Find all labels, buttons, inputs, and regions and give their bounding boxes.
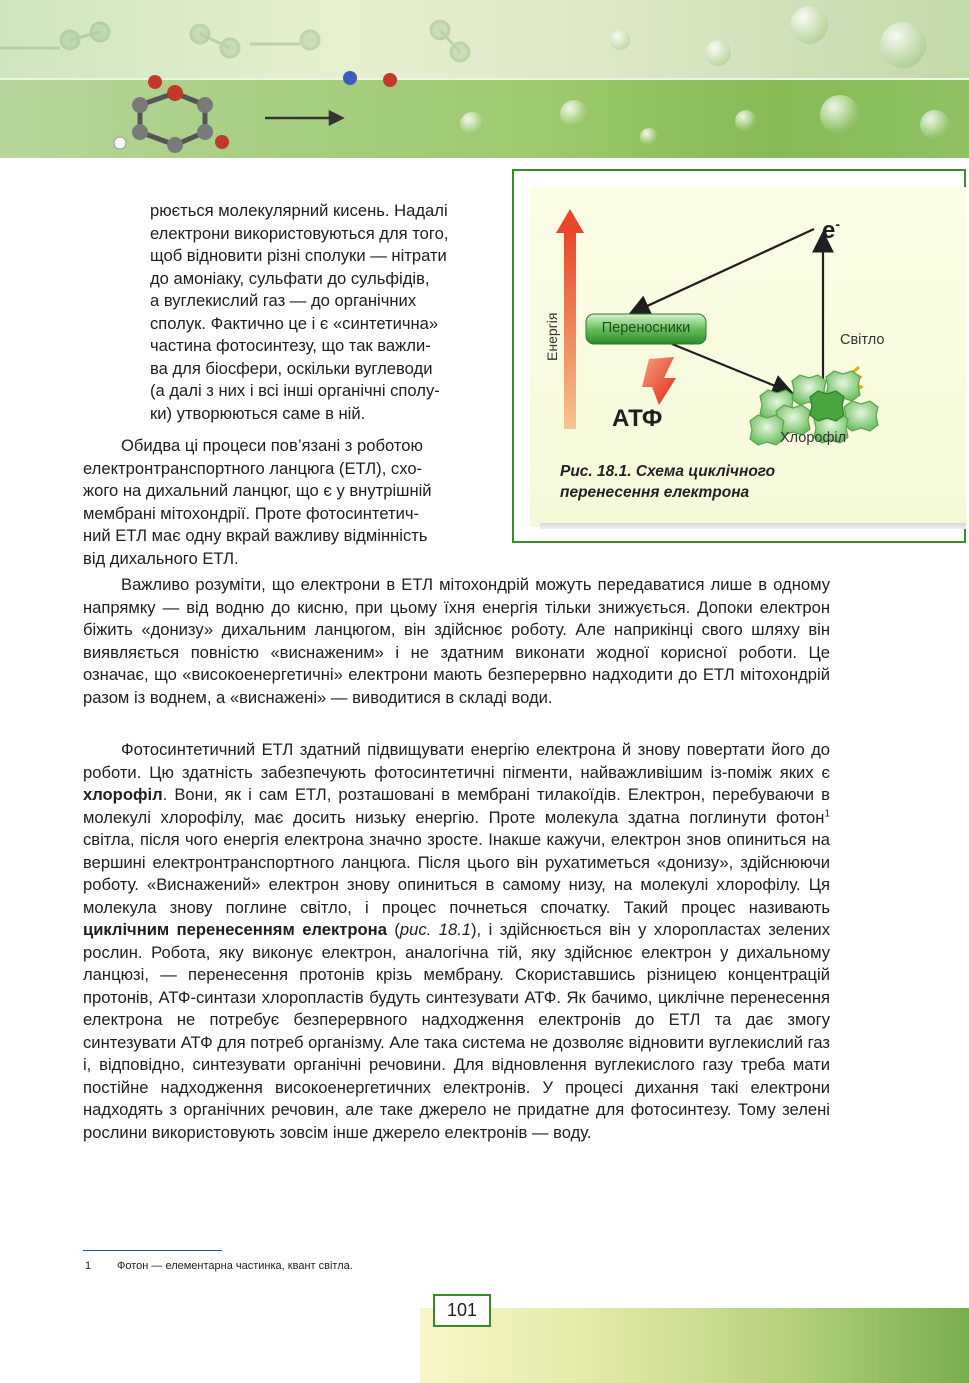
text-line: жого на дихальний ланцюг, що є у внутрішній xyxy=(83,481,432,500)
cyclic-transfer-diagram xyxy=(514,171,963,471)
figure-cyclic-electron-transfer xyxy=(512,169,966,543)
text-line: (а далі з них і всі інші органічні сполу- xyxy=(150,381,440,400)
text-line: а вуглекислий газ — до органічних xyxy=(150,291,417,310)
electron-label: e- xyxy=(822,216,841,244)
text-line: до амоніаку, сульфати до сульфідів, xyxy=(150,268,430,288)
text-line: ва для біосфери, оскільки вуглеводи xyxy=(150,358,433,378)
figure-reference: рис. 18.1 xyxy=(399,920,472,939)
text-line: електронтранспортного ланцюга (ЕТЛ), схо- xyxy=(83,458,423,478)
energy-axis-label: Енергія xyxy=(544,312,560,361)
footnote-divider xyxy=(83,1250,222,1251)
chlorophyll-label: Хлорофіл xyxy=(780,430,847,446)
carriers-label: Переносники xyxy=(601,320,691,336)
footer-band xyxy=(420,1308,969,1383)
text-line: рюється молекулярний кисень. Надалі xyxy=(150,201,448,220)
light-label: Світло xyxy=(840,332,885,348)
footnote-text: Фотон — елементарна частинка, квант світла. xyxy=(117,1260,353,1272)
text-line: щоб відновити різні сполуки — нітрати xyxy=(150,246,447,265)
electron-to-carriers-arrow xyxy=(632,229,814,313)
active-chlorophyll-icon xyxy=(810,391,844,421)
paragraph-photosynthetic-etl: Фотосинтетичний ЕТЛ здатний підвищувати енергію електрона й знову повертати його до роботи. Цю здатність забезпечують фотосинтетичні пігменти, найважливішим із-поміж яких є хлорофіл. Вони, як і сам ЕТЛ, розташовані в мембрані тилакоїдів. Електрон, перебуваючи в молекулі хлорофілу, має досить низьку енергію. Проте молекула здатна поглинути фотон$^1$ світла, після чого енергія електрона значно зросте. Інакше кажучи, електрон знов опиниться на вершині електронтранспортного ланцюга. Після цього він рухатиметься «донизу», здійснюючи роботу. «Виснажений» електрон знову опиниться в самому низу, на молекулі хлорофілу. Ця молекула знову поглине світло, і процес почнеться спочатку. Такий процес називають циклічним перенесенням електрона (рис. 18.1), і здійснюється він у хлоропластах зелених рослин. Робота, яку виконує електрон, аналогічна тій, яку здійснює електрон у дихальному ланцюзі, — перенесення протонів крізь мембрану. Скориставшись різницею концентрацій протонів, АТФ-синтази хлоропластів будуть синтезувати АТФ. Як бачимо, циклічне перенесення електрона не потребує безперервного надходження електронів до ЕТЛ та дає змогу синтезувати АТФ для потреб організму. Але така система не дозволяє відновити вуглекислий газ і, відповідно, синтезувати органічні речовини. Для відновлення вуглекислого газу треба мати постійне надходження високоенергетичних електронів. У процесі дихання такі електрони надходять з органічних речовин, але таке джерело не придатне для фотосинтезу. Тому зелені рослини використовують зовсім інше джерело електронів — воду. xyxy=(83,740,830,1142)
text-line: ний ЕТЛ має одну вкрай важливу відмінність xyxy=(83,526,428,545)
text-line: ки) утворюються саме в ній. xyxy=(150,403,366,423)
text-line: Обидва ці процеси пов’язані з роботою xyxy=(121,436,423,455)
header-banner xyxy=(0,0,969,158)
text-line: частина фотосинтезу, що так важли- xyxy=(150,336,431,355)
footnote-ref: 1 xyxy=(824,807,830,819)
term-chlorophyll: хлорофіл xyxy=(83,785,163,804)
paragraph-mitochondria-etl: Важливо розуміти, що електрони в ЕТЛ мітохондрій можуть передаватися лише в одному напрямку — від водню до кисню, при цьому їхня енергія тільки знижується. Допоки електрон біжить «донизу» дихальним ланцюгом, він здійснює роботу. Але наприкінці свого шляху він виявляється повністю «виснаженим» і не здатним виконати жодної корисної роботи. Це означає, що «високоенергетичні» електрони мають безперервно надходити до ЕТЛ мітохондрій разом із воднем, а «виснажені» — виводитися в складі води. xyxy=(83,575,830,707)
text-line: сполук. Фактично це і є «синтетична» xyxy=(150,313,439,333)
text-line: електрони використовуються для того, xyxy=(150,223,449,243)
footnote-number: 1 xyxy=(85,1260,92,1272)
carriers-to-chlorophyll-arrow xyxy=(672,344,790,392)
atp-label: АТФ xyxy=(612,405,663,432)
energy-axis-arrow xyxy=(556,209,584,429)
text-line: від дихального ЕТЛ. xyxy=(83,548,239,568)
page-number: 101 xyxy=(433,1294,491,1327)
text-line: мембрані мітохондрії. Проте фотосинтетич- xyxy=(83,503,420,523)
footnote xyxy=(85,1260,353,1272)
term-cyclic-electron-transfer: циклічним перенесенням електрона xyxy=(83,920,387,939)
figure-caption: Рис. 18.1. Схема циклічного перенесення електрона xyxy=(560,463,776,501)
atp-arrow-icon xyxy=(642,357,676,405)
molecule-icon xyxy=(0,0,969,158)
